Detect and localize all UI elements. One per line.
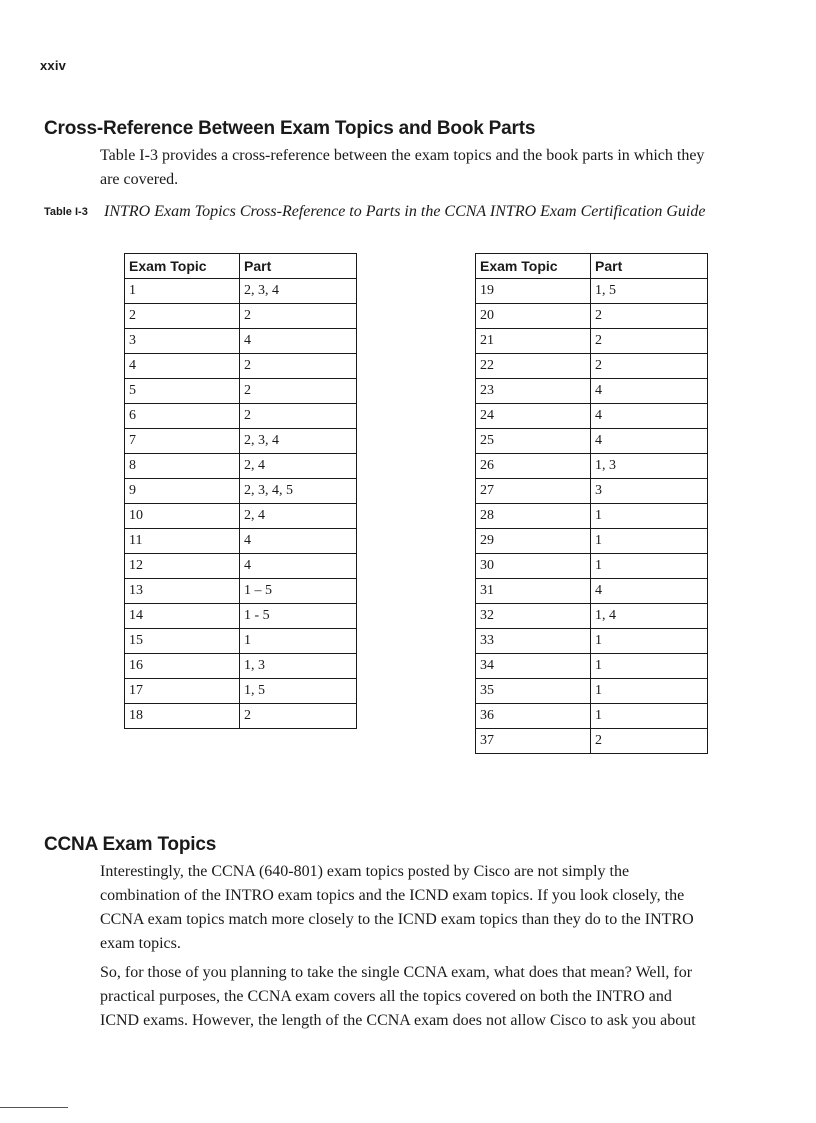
- cross-reference-table-left: [124, 253, 357, 729]
- table-row: [476, 404, 708, 429]
- header-part: Part: [240, 254, 357, 279]
- part-cell: 1, 3: [591, 454, 708, 479]
- exam-topic-cell: 20: [476, 304, 591, 329]
- part-cell: 1 - 5: [240, 604, 357, 629]
- part-cell: 2: [240, 354, 357, 379]
- part-cell: 1: [591, 679, 708, 704]
- part-cell: 1: [591, 629, 708, 654]
- table-row: [125, 654, 357, 679]
- table-row: [125, 679, 357, 704]
- exam-topic-cell: 19: [476, 279, 591, 304]
- exam-topic-cell: 37: [476, 729, 591, 754]
- part-cell: 2: [591, 304, 708, 329]
- part-cell: 2, 4: [240, 454, 357, 479]
- exam-topic-cell: 33: [476, 629, 591, 654]
- exam-topic-cell: 6: [125, 404, 240, 429]
- part-cell: 1: [591, 654, 708, 679]
- section-heading-cross-reference: Cross-Reference Between Exam Topics and Book Parts: [44, 118, 536, 139]
- part-cell: 2: [240, 379, 357, 404]
- body-paragraph-2: So, for those of you planning to take the single CCNA exam, what does that mean? Well, for practical purposes, the CCNA exam covers all the topics covered on both the INTRO and ICND exams. However, the length of the CCNA exam does not allow Cisco to ask you about: [100, 964, 696, 1029]
- table-row: [125, 479, 357, 504]
- table-row: [476, 729, 708, 754]
- part-cell: 1: [591, 504, 708, 529]
- table-row: [125, 279, 357, 304]
- section-heading-ccna-exam-topics: CCNA Exam Topics: [44, 834, 217, 855]
- part-cell: 4: [591, 579, 708, 604]
- part-cell: 4: [591, 429, 708, 454]
- part-cell: 3: [591, 479, 708, 504]
- table-label: Table I-3: [44, 206, 88, 218]
- exam-topic-cell: 18: [125, 704, 240, 729]
- table-row: [476, 679, 708, 704]
- table-row: [125, 554, 357, 579]
- part-cell: 2: [240, 404, 357, 429]
- table-row: [476, 429, 708, 454]
- exam-topic-cell: 12: [125, 554, 240, 579]
- part-cell: 1: [591, 529, 708, 554]
- table-row: [476, 454, 708, 479]
- part-cell: 1, 5: [240, 679, 357, 704]
- table-row: [125, 379, 357, 404]
- part-cell: 2: [240, 704, 357, 729]
- table-row: [476, 479, 708, 504]
- table-row: [476, 604, 708, 629]
- exam-topic-cell: 36: [476, 704, 591, 729]
- exam-topic-cell: 26: [476, 454, 591, 479]
- table-row: [125, 629, 357, 654]
- exam-topic-cell: 22: [476, 354, 591, 379]
- part-cell: 1: [591, 704, 708, 729]
- exam-topic-cell: 7: [125, 429, 240, 454]
- table-row: [476, 304, 708, 329]
- exam-topic-cell: 15: [125, 629, 240, 654]
- table-row: [125, 579, 357, 604]
- part-cell: 2, 4: [240, 504, 357, 529]
- table-row: [125, 429, 357, 454]
- table-row: [125, 704, 357, 729]
- page-number: xxiv: [40, 58, 67, 73]
- table-row: [125, 304, 357, 329]
- table-row: [476, 654, 708, 679]
- part-cell: 1: [240, 629, 357, 654]
- table-row: [476, 554, 708, 579]
- part-cell: 2: [591, 354, 708, 379]
- exam-topic-cell: 27: [476, 479, 591, 504]
- part-cell: 2: [240, 304, 357, 329]
- table-row: [125, 604, 357, 629]
- exam-topic-cell: 4: [125, 354, 240, 379]
- exam-topic-cell: 10: [125, 504, 240, 529]
- table-row: [125, 354, 357, 379]
- exam-topic-cell: 14: [125, 604, 240, 629]
- part-cell: 4: [240, 554, 357, 579]
- exam-topic-cell: 29: [476, 529, 591, 554]
- exam-topic-cell: 23: [476, 379, 591, 404]
- exam-topic-cell: 35: [476, 679, 591, 704]
- exam-topic-cell: 30: [476, 554, 591, 579]
- table-row: [476, 279, 708, 304]
- table-row: [476, 329, 708, 354]
- part-cell: 1: [591, 554, 708, 579]
- cross-reference-table-right: [475, 253, 708, 754]
- part-cell: 1, 4: [591, 604, 708, 629]
- exam-topic-cell: 1: [125, 279, 240, 304]
- part-cell: 1 – 5: [240, 579, 357, 604]
- table-row: [476, 579, 708, 604]
- part-cell: 2, 3, 4, 5: [240, 479, 357, 504]
- table-row: [476, 504, 708, 529]
- exam-topic-cell: 21: [476, 329, 591, 354]
- part-cell: 1, 3: [240, 654, 357, 679]
- exam-topic-cell: 24: [476, 404, 591, 429]
- exam-topic-cell: 31: [476, 579, 591, 604]
- exam-topic-cell: 34: [476, 654, 591, 679]
- intro-paragraph: Table I-3 provides a cross-reference between the exam topics and the book parts in which they are covered.: [100, 147, 705, 188]
- table-header-row: [125, 254, 357, 279]
- exam-topic-cell: 2: [125, 304, 240, 329]
- table-row: [125, 504, 357, 529]
- exam-topic-cell: 8: [125, 454, 240, 479]
- table-row: [476, 529, 708, 554]
- part-cell: 4: [240, 529, 357, 554]
- table-row: [125, 329, 357, 354]
- table-header-row: [476, 254, 708, 279]
- body-paragraph-1: Interestingly, the CCNA (640-801) exam topics posted by Cisco are not simply the combination of the INTRO exam topics and the ICND exam topics. If you look closely, the CCNA exam topics match more closely to the ICND exam topics than they do to the INTRO exam topics.: [100, 863, 694, 952]
- header-exam-topic: Exam Topic: [476, 254, 591, 279]
- footer-rule: [0, 1107, 68, 1108]
- exam-topic-cell: 25: [476, 429, 591, 454]
- exam-topic-cell: 17: [125, 679, 240, 704]
- exam-topic-cell: 32: [476, 604, 591, 629]
- table-row: [125, 404, 357, 429]
- header-exam-topic: Exam Topic: [125, 254, 240, 279]
- table-row: [476, 379, 708, 404]
- part-cell: 2, 3, 4: [240, 429, 357, 454]
- table-caption-text: INTRO Exam Topics Cross-Reference to Parts in the CCNA INTRO Exam Certification Guide: [104, 203, 706, 220]
- header-part: Part: [591, 254, 708, 279]
- exam-topic-cell: 11: [125, 529, 240, 554]
- part-cell: 2: [591, 329, 708, 354]
- part-cell: 4: [591, 404, 708, 429]
- exam-topic-cell: 28: [476, 504, 591, 529]
- part-cell: 4: [240, 329, 357, 354]
- part-cell: 1, 5: [591, 279, 708, 304]
- table-caption: [44, 200, 714, 224]
- table-row: [476, 629, 708, 654]
- part-cell: 2, 3, 4: [240, 279, 357, 304]
- exam-topic-cell: 5: [125, 379, 240, 404]
- part-cell: 4: [591, 379, 708, 404]
- table-row: [476, 704, 708, 729]
- table-row: [476, 354, 708, 379]
- part-cell: 2: [591, 729, 708, 754]
- exam-topic-cell: 16: [125, 654, 240, 679]
- exam-topic-cell: 9: [125, 479, 240, 504]
- table-row: [125, 454, 357, 479]
- table-row: [125, 529, 357, 554]
- exam-topic-cell: 13: [125, 579, 240, 604]
- exam-topic-cell: 3: [125, 329, 240, 354]
